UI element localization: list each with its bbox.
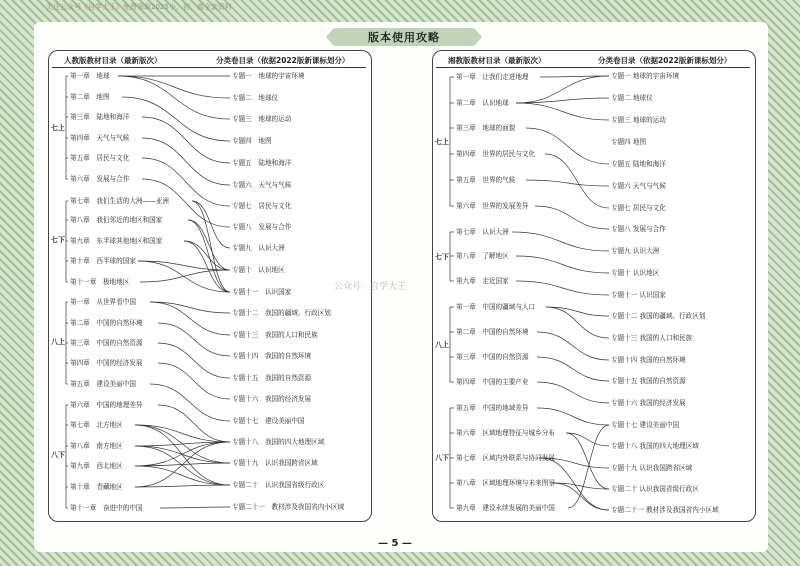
left-chapter-item: 第十章 西半球的国家 — [70, 256, 136, 265]
right-topic-item: 专题十 认识地区 — [611, 268, 660, 277]
left-topic-item: 专题十三 我国的人口和民族 — [232, 330, 318, 339]
right-topic-item: 专题十八 我国的四大地理区域 — [611, 441, 699, 450]
left-chapter-item: 第八章 南方地区 — [70, 441, 123, 450]
right-mapping-line — [516, 76, 609, 103]
right-term-label: 七上 — [435, 138, 449, 146]
left-topic-item: 专题十五 我国的自然资源 — [232, 373, 312, 382]
right-mapping-line — [553, 483, 609, 510]
left-topic-item: 专题三 地球的运动 — [232, 114, 292, 123]
right-topic-item: 专题十九 认识我国跨省区域 — [611, 463, 693, 472]
right-topic-item: 专题十一 认识国家 — [611, 290, 666, 299]
right-topic-item: 专题七 居民与文化 — [611, 203, 666, 212]
left-mapping-line — [135, 466, 230, 485]
left-topic-item: 专题五 陆地和海洋 — [232, 158, 292, 167]
left-chapter-item: 第六章 中国的地理差异 — [70, 400, 143, 409]
left-topic-item: 专题十四 我国的自然环境 — [232, 351, 312, 360]
left-mapping-line — [118, 76, 230, 98]
right-topic-item: 专题五 陆地和海洋 — [611, 159, 666, 168]
left-topic-item: 专题十七 建设美丽中国 — [232, 416, 305, 425]
right-mapping-line — [526, 128, 609, 164]
left-chapter-item: 第十一章 奋进中的中国 — [70, 503, 143, 512]
left-mapping-line — [135, 425, 230, 463]
left-mapping-line — [150, 384, 230, 421]
right-mapping-line — [512, 232, 609, 251]
right-mapping-line — [526, 180, 609, 186]
left-header-textbook: 人教版教材目录（最新版次） — [64, 56, 162, 65]
right-chapter-item: 第四章 中国的主要产业 — [456, 377, 529, 386]
left-mapping-line — [142, 179, 230, 227]
right-chapter-item: 第一章 中国的疆域与人口 — [456, 302, 536, 311]
right-topic-item: 专题二 地球仪 — [611, 93, 653, 102]
right-chapter-item: 第八章 区域地理环境与未来图景 — [456, 478, 555, 487]
right-mapping-line — [545, 154, 609, 208]
left-chapter-item: 第二章 地图 — [70, 92, 110, 101]
left-mapping-line — [188, 220, 230, 292]
left-topic-item: 专题七 居民与文化 — [232, 201, 292, 210]
left-mapping-line — [150, 302, 230, 313]
right-topic-item: 专题二十 认识我国省级行政区 — [611, 484, 699, 493]
left-topic-item: 专题十一 认识国家 — [232, 287, 292, 296]
left-topic-item: 专题二十一 教材涉及我国省内小区域 — [232, 502, 345, 511]
right-mapping-line — [535, 206, 609, 229]
watermark-top: 关注公众号《自学大王》免费领取2025小、初、高全套资料 — [46, 3, 232, 11]
right-topic-item: 专题六 天气与气候 — [611, 181, 666, 190]
left-topic-item: 专题六 天气与气候 — [232, 180, 292, 189]
right-topic-item: 专题十五 我国的自然资源 — [611, 376, 686, 385]
left-topic-item: 专题十 认识地区 — [232, 265, 285, 274]
left-chapter-item: 第九章 东半球其他地区和国家 — [70, 236, 163, 245]
watermark-center: 公众号：自学大王 — [334, 282, 407, 292]
right-topic-item: 专题十七 建设美丽中国 — [611, 420, 680, 429]
left-chapter-item: 第五章 建设美丽中国 — [70, 379, 136, 388]
left-term-label: 八上 — [51, 338, 65, 346]
right-mapping-line — [537, 408, 609, 425]
left-topic-item: 专题十八 我国的四大地理区域 — [232, 437, 325, 446]
right-chapter-item: 第九章 建设永续发展的美丽中国 — [456, 503, 555, 512]
right-topic-item: 专题十六 我国的经济发展 — [611, 398, 686, 407]
left-chapter-item: 第十章 青藏地区 — [70, 482, 123, 491]
left-term-label: 七上 — [51, 124, 65, 132]
left-chapter-item: 第九章 西北地区 — [70, 461, 123, 470]
right-header-topics: 分类卷目录（依据2022版新课标划分） — [598, 56, 732, 65]
left-mapping-line — [122, 97, 230, 141]
right-topic-item: 专题十三 我国的人口和民族 — [611, 333, 693, 342]
right-mapping-line — [537, 357, 609, 381]
left-chapter-item: 第四章 中国的经济发展 — [70, 358, 143, 367]
right-topic-item: 专题八 发展与合作 — [611, 224, 666, 233]
left-mapping-line — [135, 425, 230, 485]
page-number: — 5 — — [378, 538, 412, 549]
left-chapter-item: 第三章 中国的自然资源 — [70, 338, 143, 347]
left-topic-item: 专题十九 认识我国跨省区域 — [232, 458, 318, 467]
left-topic-item: 专题四 地图 — [232, 136, 272, 145]
right-chapter-item: 第五章 世界的气候 — [456, 175, 516, 184]
right-chapter-item: 第八章 了解地区 — [456, 251, 509, 260]
right-mapping-line — [516, 256, 609, 273]
left-topic-item: 专题十二 我国的疆域、行政区划 — [232, 308, 331, 317]
left-mapping-line — [158, 343, 230, 378]
right-chapter-item: 第三章 地球的面貌 — [456, 123, 516, 132]
left-topic-item: 专题十六 我国的经济发展 — [232, 394, 312, 403]
left-term-label: 八下 — [51, 451, 65, 459]
right-chapter-item: 第三章 中国的自然资源 — [456, 352, 529, 361]
right-topic-item: 专题十二 我国的疆域、行政区划 — [611, 311, 706, 320]
left-mapping-line — [142, 158, 230, 206]
left-chapter-item: 第二章 中国的自然环境 — [70, 318, 143, 327]
right-topic-item: 专题二十一 教材涉及我国省内小区域 — [611, 505, 719, 514]
left-header-topics: 分类卷目录（依据2022版新课标划分） — [216, 56, 350, 65]
left-term-label: 七下 — [51, 236, 65, 244]
left-chapter-item: 第一章 地球 — [70, 71, 110, 80]
left-topic-item: 专题八 发展与合作 — [232, 222, 292, 231]
left-mapping-line — [158, 405, 230, 442]
left-topic-item: 专题一 地球的宇宙环境 — [232, 71, 305, 80]
right-chapter-item: 第六章 世界的发展差异 — [456, 201, 529, 210]
left-mapping-line — [158, 363, 230, 399]
left-chapter-item: 第七章 我们生活的大洲——亚洲 — [70, 196, 169, 205]
left-chapter-item: 第七章 北方地区 — [70, 420, 123, 429]
left-topic-item: 专题二 地球仪 — [232, 93, 279, 102]
right-mapping-line — [537, 382, 609, 403]
right-chapter-item: 第二章 中国的自然环境 — [456, 327, 529, 336]
right-chapter-item: 第二章 认识地球 — [456, 98, 509, 107]
left-chapter-item: 第一章 从世界看中国 — [70, 297, 136, 306]
right-chapter-item: 第六章 区域地理特征与城乡分布 — [456, 428, 555, 437]
page-title: 版本使用攻略 — [334, 28, 474, 46]
right-header-textbook: 湘教版教材目录（最新版次） — [448, 56, 546, 65]
left-chapter-item: 第三章 陆地和海洋 — [70, 112, 130, 121]
right-chapter-item: 第九章 走近国家 — [456, 276, 509, 285]
left-mapping-line — [150, 302, 230, 335]
left-chapter-item: 第五章 居民与文化 — [70, 153, 130, 162]
right-topic-item: 专题一 地球的宇宙环境 — [611, 71, 680, 80]
right-chapter-item: 第七章 认识大洲 — [456, 227, 509, 236]
right-chapter-item: 第一章 让我们走进地理 — [456, 72, 529, 81]
left-chapter-item: 第四章 天气与气候 — [70, 133, 130, 142]
right-topic-item: 专题十四 我国的自然环境 — [611, 355, 686, 364]
left-chapter-item: 第八章 我们邻近的地区和国家 — [70, 215, 163, 224]
right-chapter-item: 第五章 中国的地域差异 — [456, 403, 529, 412]
left-topic-item: 专题九 认识大洲 — [232, 243, 285, 252]
left-mapping-line — [160, 507, 230, 508]
right-mapping-line — [516, 103, 609, 120]
left-mapping-line — [158, 323, 230, 356]
right-topic-item: 专题四 地图 — [611, 137, 647, 146]
right-topic-item: 专题三 地球的运动 — [611, 115, 666, 124]
left-chapter-item: 第十一章 极地地区 — [70, 277, 130, 286]
right-chapter-item: 第七章 区域内外联系与协同发展 — [456, 453, 555, 462]
right-chapter-item: 第四章 世界的居民与文化 — [456, 149, 536, 158]
left-topic-item: 专题二十 认识我国省级行政区 — [232, 480, 325, 489]
right-topic-item: 专题九 认识大洲 — [611, 246, 660, 255]
right-mapping-line — [568, 425, 609, 508]
right-term-label: 八下 — [435, 454, 449, 462]
left-mapping-line — [140, 270, 230, 282]
left-chapter-item: 第六章 发展与合作 — [70, 174, 130, 183]
right-mapping-line — [516, 281, 609, 295]
right-term-label: 七下 — [435, 253, 449, 261]
right-term-label: 八上 — [435, 341, 449, 349]
